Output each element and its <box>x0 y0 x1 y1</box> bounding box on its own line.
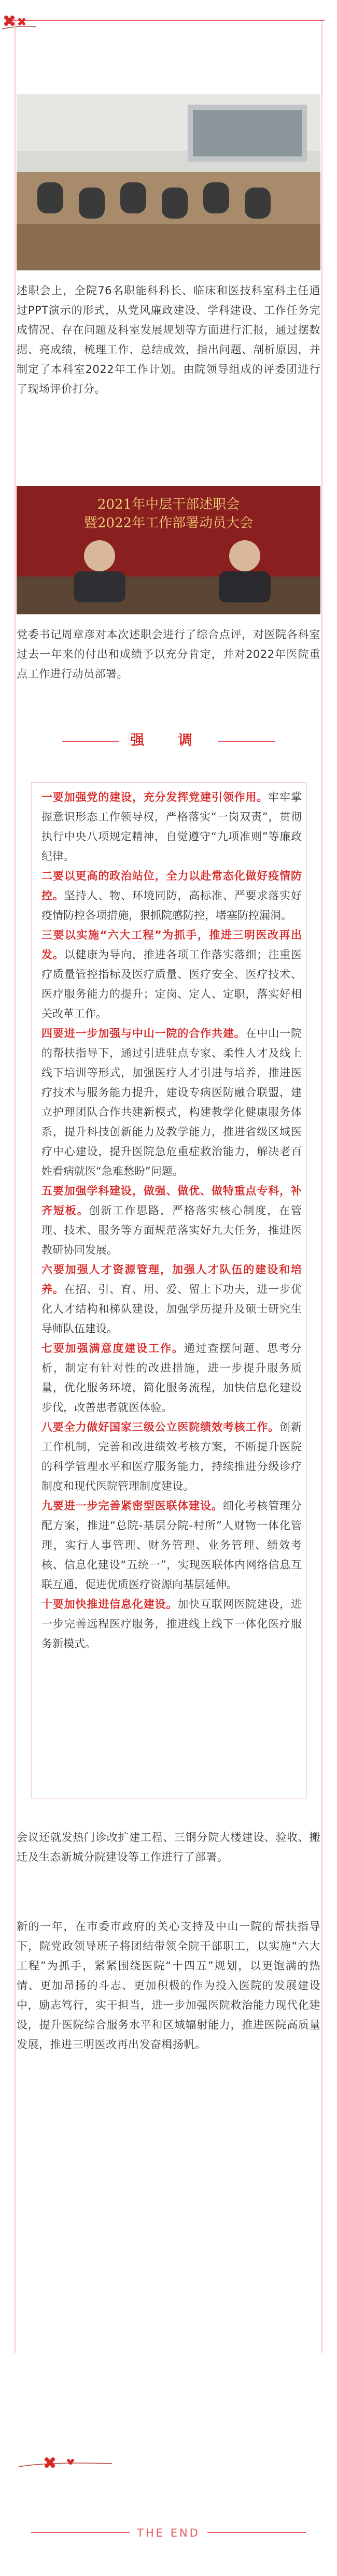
item-title: 二要以更高的政治站位，全力以赴常态化做好疫情防控。 <box>41 870 302 902</box>
list-item <box>41 1496 302 1594</box>
item-body: 细化考核管理分配方案，推进“总院-基层分院-村所”人财物一体化管理，实行人事管理、财务管理、业务管理、绩效考核、信息化建设“五统一”，实现医联体内网络信息互联互通，促进优质医疗资源向基层延伸。 <box>41 1500 302 1591</box>
list-item <box>41 787 302 866</box>
item-title: 六要加强人才资源管理，加强人才队伍的建设和培养。 <box>41 1263 302 1296</box>
paragraph-secretary-review <box>17 625 320 684</box>
speakers-photo <box>17 486 320 614</box>
item-body: 创新工作机制，完善和改进绩效考核方案，不断提升医院的科学管理水平和医疗服务能力，持续推进分级诊疗制度和现代医院管理制度建设。 <box>41 1421 302 1492</box>
banner-text <box>17 495 320 533</box>
paragraph-new-year <box>17 1917 320 2054</box>
item-title: 九要进一步完善紧密型医联体建设。 <box>41 1500 223 1512</box>
end-footer <box>0 2517 337 2549</box>
list-item <box>41 1181 302 1260</box>
item-title: 四要进一步加强与中山一院的合作共建。 <box>41 1027 246 1040</box>
item-title: 三要以实施“六大工程”为抓手，推进三明医改再出发。 <box>41 929 302 961</box>
paragraph-text: 党委书记周章彦对本次述职会进行了综合点评，对医院各科室过去一年来的付出和成绩予以充分肯定，并对2022年医院重点工作进行动员部署。 <box>17 628 320 680</box>
item-title: 一要加强党的建设，充分发挥党建引领作用。 <box>41 791 269 803</box>
list-item <box>41 866 302 925</box>
plum-blossom-decoration-icon <box>19 2451 112 2472</box>
banner-line-1: 2021年中层干部述职会 <box>97 497 240 512</box>
paragraph-construction <box>17 1827 320 1867</box>
left-side-rule <box>15 21 16 2353</box>
list-item <box>41 925 302 1024</box>
list-item <box>41 1024 302 1181</box>
meeting-room-photo <box>17 94 320 270</box>
banner-line-2: 暨2022年工作部署动员大会 <box>83 515 254 531</box>
paragraph-text: 新的一年，在市委市政府的关心支持及中山一院的帮扶指导下，院党政领导班子将团结带领全院干部职工，以实施“六大工程”为抓手，紧紧围绕医院“十四五”规划，以更饱满的热情、更加昂扬的斗志、更加积极的作为投入医院的发展建设中，励志笃行，实干担当，进一步加强医院救治能力现代化建设，提升医院综合服务水平和区域辐射能力，推进医院高质量发展，推进三明医改再出发奋楫扬帆。 <box>17 1920 320 2051</box>
item-body: 牢牢掌握意识形态工作领导权，严格落实“一岗双责”，贯彻执行中央八项规定精神，自觉遵守“九项准则”等廉政纪律。 <box>41 791 302 862</box>
section-heading <box>78 725 259 756</box>
item-body: 通过查摆问题、思考分析，制定有针对性的改进措施，进一步提升服务质量，优化服务环境，简化服务流程，加快信息化建设步伐，改善患者就医体验。 <box>41 1342 302 1414</box>
item-body: 创新工作思路，严格落实核心制度，在管理、技术、服务等方面规范落实好九大任务，推进医教研协同发展。 <box>41 1204 302 1256</box>
paragraph-text: 述职会上，全院76名职能科科长、临床和医技科室科主任通过PPT演示的形式，从党风廉政建设、学科建设、工作任务完成情况、存在问题及科室发展规划等方面进行汇报，通过摆数据、亮成绩，梳理工作、总结成效，指出问题、剖析原因，并制定了本科室2022年工作计划。由院领导组成的评委团进行了现场评价打分。 <box>17 284 320 395</box>
list-item <box>41 1417 302 1496</box>
item-title: 七要加强满意度建设工作。 <box>41 1342 184 1355</box>
item-body: 在中山一院的帮扶指导下，通过引进驻点专家、柔性人才及线上线下培训等形式，加强医疗人才引进与培养，推进医疗技术与服务能力提升，建设专病医防融合联盟，建立护理团队合作共建新模式，构建教学化健康服务体系，提升科技创新能力及教学能力，推进省级区域医疗中心建设，提升医院急危重症救治能力，解决老百姓看病就医“急难愁盼”问题。 <box>41 1027 302 1177</box>
end-text: THE END <box>137 2527 200 2539</box>
plum-blossom-decoration-icon <box>0 10 62 35</box>
heading-text: 强 调 <box>130 732 207 749</box>
item-title: 十要加快推进信息化建设。 <box>41 1598 178 1610</box>
paragraph-text: 会议还就发热门诊改扩建工程、三钢分院大楼建设、验收、搬迁及生态新城分院建设等工作进行了部署。 <box>17 1831 320 1863</box>
emphasis-list <box>41 787 302 1653</box>
item-body: 以健康为导向，推进各项工作落实落细；注重医疗质量管控指标及医疗质量、医疗安全、医疗技术、医疗服务能力的提升；定岗、定人、定职，落实好相关改革工作。 <box>41 948 302 1020</box>
item-body: 坚持人、物、环境同防，高标准、严要求落实好疫情防控各项措施，狠抓院感防控，堵塞防控漏洞。 <box>41 889 302 922</box>
item-title: 五要加强学科建设，做强、做优、做特重点专科，补齐短板。 <box>41 1185 302 1217</box>
paragraph-report-summary <box>17 281 320 399</box>
item-body: 在招、引、育、用、爱、留上下功夫，进一步优化人才结构和梯队建设，加强学历提升及硕士研究生导师队伍建设。 <box>41 1283 302 1335</box>
list-item <box>41 1260 302 1339</box>
list-item <box>41 1594 302 1653</box>
item-body: 加快互联网医院建设，进一步完善远程医疗服务，推进线上线下一体化医疗服务新模式。 <box>41 1598 302 1650</box>
list-item <box>41 1339 302 1417</box>
item-title: 八要全力做好国家三级公立医院绩效考核工作。 <box>41 1421 280 1433</box>
right-side-rule <box>321 21 322 2353</box>
